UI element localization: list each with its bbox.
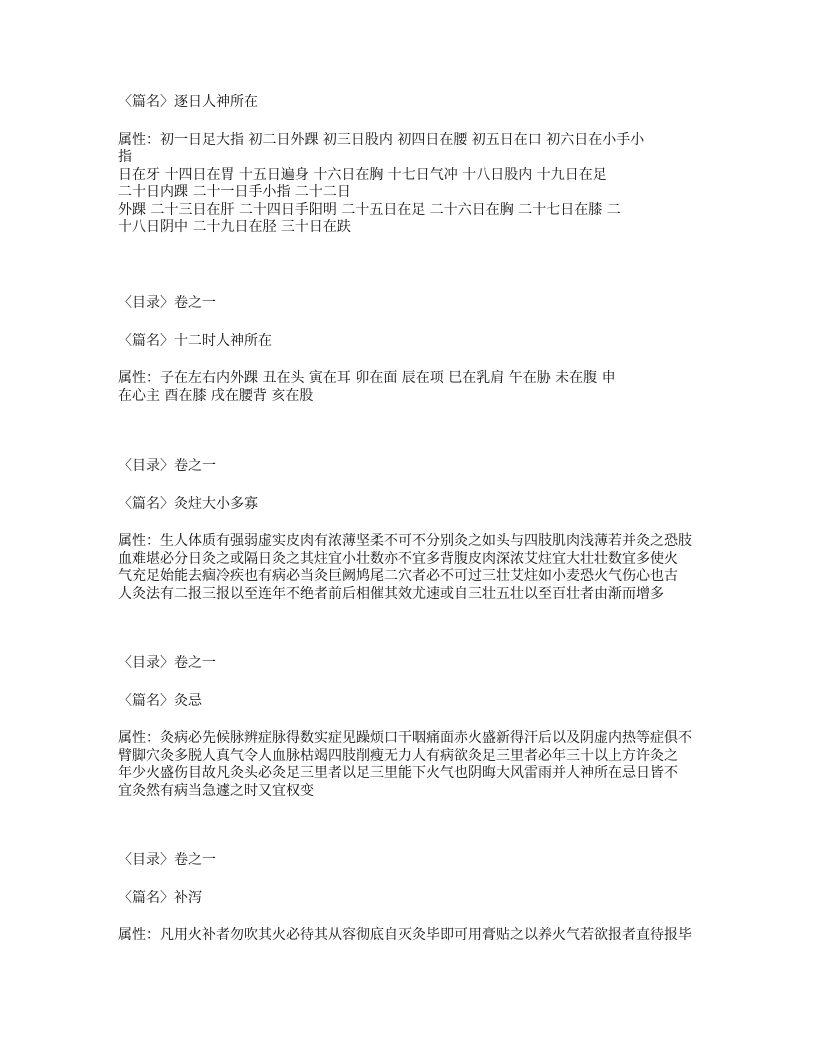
attr-line: 二十日内踝 二十一日手小指 二十二日 [118, 184, 351, 200]
section-title: 〈篇名〉灸炷大小多寡 [118, 495, 258, 512]
attr-line: 血难堪必分日灸之或隔日灸之其炷宜小壮数亦不宜多背腹皮肉深浓艾炷宜大壮壮数宜多使火 [118, 550, 678, 567]
entry-block [118, 458, 692, 603]
attr-line: 气充足始能去痼冷疾也有病必当灸巨阙鸠尾二穴者必不可过三壮艾炷如小麦恐火气伤心也古 [118, 568, 678, 584]
attr-line: 属性：生人体质有强弱虚实皮肉有浓薄坚柔不可不分别灸之如头与四肢肌肉浅薄若并灸之恐肢 [118, 533, 692, 549]
attr-line: 人灸法有二报三报以至连年不绝者前后相催其效尤速或自三壮五壮以至百壮者由渐而增多 [118, 585, 664, 602]
entry-block [118, 94, 644, 237]
attr-line: 属性：子在左右内外踝 丑在头 寅在耳 卯在面 辰在项 巳在乳肩 午在胁 未在腹 申 [118, 370, 616, 386]
catalog-label: 〈目录〉卷之一 [118, 295, 216, 311]
entry-block [118, 295, 616, 405]
attr-line: 日在牙 十四日在胃 十五日遍身 十六日在胸 十七日气冲 十八日股内 十九日在足 [118, 166, 607, 183]
attr-line: 指 [118, 149, 132, 165]
catalog-label: 〈目录〉卷之一 [118, 655, 216, 671]
section-title: 〈篇名〉灸忌 [118, 692, 202, 709]
section-title: 〈篇名〉补泻 [118, 889, 202, 906]
attr-line: 外踝 二十三日在肝 二十四日手阳明 二十五日在足 二十六日在胸 二十七日在膝 二 [118, 201, 621, 218]
section-title: 〈篇名〉十二时人神所在 [118, 332, 272, 349]
attr-line: 年少火盛伤目故凡灸头必灸足三里者以足三里能下火气也阴晦大风雷雨并人神所在忌日皆不 [118, 765, 678, 781]
attr-line: 宜灸然有病当急遽之时又宜权变 [118, 782, 314, 799]
catalog-label: 〈目录〉卷之一 [118, 852, 216, 868]
attr-line: 属性：灸病必先候脉辨症脉得数实症见躁烦口干咽痛面赤火盛新得汗后以及阴虚内热等症俱不 [118, 730, 692, 746]
catalog-label: 〈目录〉卷之一 [118, 458, 216, 474]
attr-line: 臂脚穴灸多脱人真气令人血脉枯竭四肢削瘦无力人有病欲灸足三里者必年三十以上方许灸之 [118, 747, 678, 764]
attr-line: 属性：初一日足大指 初二日外踝 初三日股内 初四日在腰 初五日在口 初六日在小手小 [118, 131, 645, 148]
attr-line: 属性：凡用火补者勿吹其火必待其从容彻底自灭灸毕即可用膏贴之以养火气若欲报者直待报毕 [118, 927, 692, 943]
section-title: 〈篇名〉逐日人神所在 [118, 94, 258, 110]
entry-block [118, 852, 692, 945]
attr-line: 十八日阴中 二十九日在胫 三十日在趺 [118, 219, 351, 235]
attr-line: 在心主 酉在膝 戌在腰背 亥在股 [118, 387, 314, 404]
entry-block [118, 655, 692, 800]
